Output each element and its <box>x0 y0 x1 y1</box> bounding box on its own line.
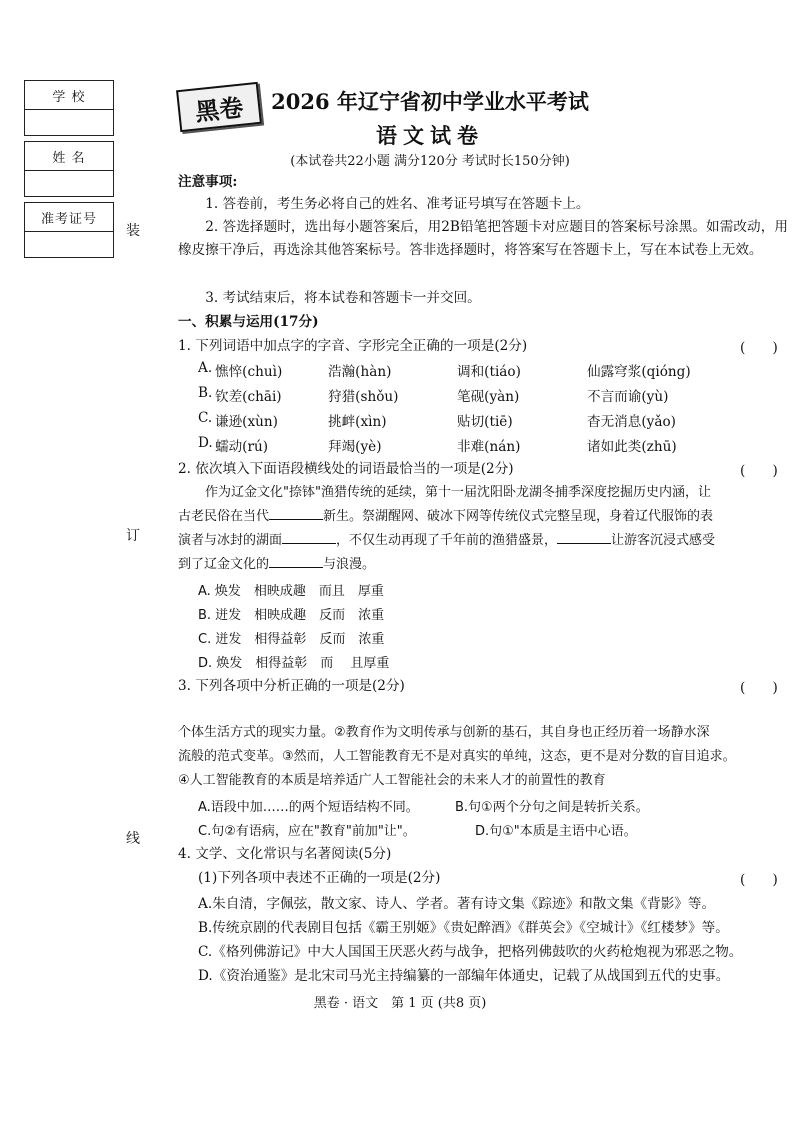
subject-title: 语文试卷 <box>376 123 484 148</box>
q1-word: 诸如此类(zhū) <box>587 439 677 455</box>
q1-word: 谦逊(xùn) <box>215 414 278 430</box>
school-label: 学 校 <box>25 81 113 110</box>
q4-option-d: D.《资治通鉴》是北宋司马光主持编纂的一部编年体通史，记载了从战国到五代的史事。 <box>198 968 730 984</box>
notice-heading: 注意事项: <box>178 174 238 190</box>
exam-note: (本试卷共22小题 满分120分 考试时长150分钟) <box>290 154 570 169</box>
page-title: 2026 年辽宁省初中学业水平考试 <box>271 89 589 114</box>
q4-option-a: A.朱自清，字佩弦，散文家、诗人、学者。著有诗文集《踪迹》和散文集《背影》等。 <box>198 896 716 912</box>
q1-answer-paren: ( ) <box>740 340 778 356</box>
q1-word: 浩瀚(hàn) <box>328 364 392 380</box>
q1-word: 贴切(tiē) <box>457 414 513 430</box>
notice-item-1: 1. 答卷前，考生务必将自己的姓名、准考证号填写在答题卡上。 <box>205 196 590 212</box>
exam-id-box <box>24 202 114 258</box>
q1-opt-label: A. <box>198 360 213 376</box>
blank-4 <box>269 555 323 568</box>
binding-mark-xian: 线 <box>126 831 140 847</box>
binding-mark-ding: 订 <box>126 528 140 544</box>
q2-passage-line-2: 古老民俗在当代 新生。祭湖醒网、破冰下网等传统仪式完整呈现，身着辽代服饰的表 <box>178 509 714 524</box>
q3-option-b: B.句①两个分句之间是转折关系。 <box>455 800 649 815</box>
q4-option-b: B.传统京剧的代表剧目包括《霸王别姬》《贵妃醉酒》《群英会》《空城计》《红楼梦》等。 <box>198 920 729 936</box>
page-footer: 黑卷 · 语文 第 1 页 (共8 页) <box>313 996 487 1011</box>
q2-option-b: B. 迸发 相映成趣 反而 浓重 <box>198 608 385 623</box>
q1-word: 仙露穹浆(qióng) <box>587 364 691 380</box>
exam-id-label: 准考证号 <box>25 203 113 232</box>
binding-mark-zhuang: 装 <box>126 223 140 239</box>
q3-option-d: D.句①"本质是主语中心语。 <box>475 824 637 839</box>
q1-word: 杳无消息(yǎo) <box>587 414 676 430</box>
q1-word: 狩猎(shǒu) <box>328 389 399 405</box>
notice-item-2: 2. 答选择题时，选出每小题答案后，用2B铅笔把答题卡对应题目的答案标号涂黑。如需改动，用橡皮擦干净后，再选涂其他答案标号。答非选择题时，将答案写在答题卡上，写在本试卷上无效。 <box>178 219 788 258</box>
section-heading: 一、积累与运用(17分) <box>178 314 319 330</box>
q2-answer-paren: ( ) <box>740 463 778 479</box>
q2-passage-line-4: 到了辽金文化的 与浪漫。 <box>178 557 376 572</box>
q3-passage-line-1: 个体生活方式的现实力量。②教育作为文明传承与创新的基石，其自身也正经历着一场静水深 <box>178 725 710 740</box>
school-box <box>24 80 114 136</box>
q4-stem: 4. 文学、文化常识与名著阅读(5分) <box>178 846 392 862</box>
q1-word: 不言而谕(yù) <box>587 389 669 405</box>
q4-option-c: C.《格列佛游记》中大人国国王厌恶火药与战争，把格列佛鼓吹的火药枪炮视为邪恶之物。 <box>198 944 743 960</box>
q3-option-a: A.语段中加……的两个短语结构不同。 <box>198 800 419 815</box>
blank-2 <box>282 531 336 544</box>
blank-1 <box>269 507 323 520</box>
name-label: 姓 名 <box>25 142 113 171</box>
q1-word: 拜竭(yè) <box>328 439 382 455</box>
name-box <box>24 141 114 197</box>
q1-opt-label: D. <box>198 435 213 451</box>
q1-word: 蠕动(rú) <box>215 439 269 455</box>
q1-word: 非难(nán) <box>457 439 521 455</box>
notice-item-3: 3. 考试结束后，将本试卷和答题卡一并交回。 <box>205 290 481 306</box>
q1-word: 笔砚(yàn) <box>457 389 520 405</box>
q2-passage-line-1: 作为辽金文化"捺钵"渔猎传统的延续，第十一届沈阳卧龙湖冬捕季深度挖掘历史内涵，让 <box>205 485 711 500</box>
q3-stem: 3. 下列各项中分析正确的一项是(2分) <box>178 678 405 694</box>
q2-option-a: A. 焕发 相映成趣 而且 厚重 <box>198 584 384 599</box>
q1-word: 钦差(chāi) <box>215 389 282 405</box>
q2-option-c: C. 迸发 相得益彰 反而 浓重 <box>198 632 385 647</box>
q1-stem: 1. 下列词语中加点字的字音、字形完全正确的一项是(2分) <box>178 338 528 354</box>
q3-passage-line-3: ④人工智能教育的本质是培养适广人工智能社会的未来人才的前置性的教育 <box>178 773 606 788</box>
q2-option-d: D. 焕发 相得益彰 而 且厚重 <box>198 656 390 671</box>
brand-logo: 黑卷 <box>176 82 262 132</box>
q1-word: 挑衅(xìn) <box>328 414 387 430</box>
q4-answer-paren: ( ) <box>740 872 778 888</box>
q1-opt-label: C. <box>198 410 213 426</box>
q3-passage-line-2: 流般的范式变革。③然而，人工智能教育无不是对真实的单纯，这态，更不是对分数的盲目追求。 <box>178 749 736 764</box>
q3-option-c: C.句②有语病，应在"教育"前加"让"。 <box>198 824 416 839</box>
q1-word: 憔悴(chuì) <box>215 364 283 380</box>
q1-opt-label: B. <box>198 385 213 401</box>
q2-stem: 2. 依次填入下面语段横线处的词语最恰当的一项是(2分) <box>178 461 514 477</box>
blank-3 <box>557 531 611 544</box>
q3-answer-paren: ( ) <box>740 680 778 696</box>
q2-passage-line-3: 演者与冰封的湖面 ，不仅生动再现了千年前的渔猎盛景， 让游客沉浸式感受 <box>178 533 716 548</box>
q1-word: 调和(tiáo) <box>457 364 521 380</box>
q4-sub-stem: (1)下列各项中表述不正确的一项是(2分) <box>198 870 441 886</box>
